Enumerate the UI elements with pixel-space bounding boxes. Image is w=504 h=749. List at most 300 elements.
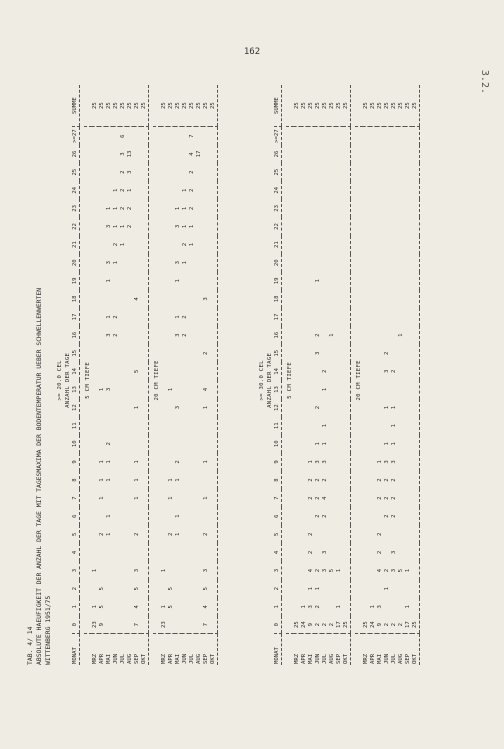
value-cell: [127, 362, 134, 380]
value-cell: [120, 580, 127, 598]
value-cell: 2: [391, 514, 397, 518]
value-cell: 1: [175, 514, 181, 518]
month-cell: MRZ: [294, 634, 301, 665]
value-cell: 2: [308, 550, 314, 555]
value-cell: [92, 399, 99, 417]
value-cell: [294, 163, 301, 181]
value-cell: [398, 435, 405, 453]
value-cell: [336, 181, 343, 199]
value-cell: 3: [322, 568, 328, 573]
value-cell: [377, 344, 384, 362]
value-cell: [92, 543, 99, 561]
value-cell: [405, 217, 412, 235]
value-cell: [405, 290, 412, 308]
column-header: 7: [72, 496, 78, 500]
anzahl-label: ANZAHL DER TAGE: [266, 352, 273, 408]
value-cell: [127, 344, 134, 362]
value-cell: [377, 127, 384, 145]
value-cell: [412, 580, 420, 598]
value-cell: 1: [315, 279, 321, 283]
value-cell: [412, 562, 420, 580]
value-cell: [210, 199, 218, 217]
value-cell: [301, 163, 308, 181]
value-cell: [210, 254, 218, 272]
value-cell: [182, 580, 189, 598]
value-cell: 1: [113, 188, 119, 192]
table-panel: [258, 85, 424, 665]
value-cell: [412, 489, 420, 507]
sum-cell: 25: [175, 85, 182, 127]
value-cell: [196, 380, 203, 398]
column-header: 25: [274, 168, 280, 176]
value-cell: [343, 163, 351, 181]
value-cell: 25: [363, 621, 369, 629]
value-cell: [161, 254, 168, 272]
value-cell: [412, 417, 420, 435]
value-cell: [92, 471, 99, 489]
value-cell: [294, 254, 301, 272]
value-cell: 5: [99, 586, 105, 591]
value-cell: 1: [322, 387, 328, 392]
value-cell: [391, 380, 398, 398]
column-header: 9: [274, 460, 280, 464]
value-cell: 1: [182, 224, 188, 229]
value-cell: [336, 290, 343, 308]
value-cell: [336, 145, 343, 163]
value-cell: 2: [120, 206, 126, 211]
rotated-table-area: [26, 85, 478, 665]
value-cell: 4: [189, 152, 195, 156]
sum-cell: 25: [336, 85, 343, 127]
value-cell: [113, 362, 120, 380]
value-cell: [196, 290, 203, 308]
value-cell: [329, 344, 336, 362]
column-header: 4: [72, 550, 78, 555]
value-cell: [134, 163, 141, 181]
value-cell: [113, 290, 120, 308]
value-cell: [336, 254, 343, 272]
value-cell: [294, 525, 301, 543]
value-cell: [189, 598, 196, 616]
value-cell: [189, 308, 196, 326]
value-cell: [329, 308, 336, 326]
value-cell: [106, 181, 113, 199]
value-cell: [405, 163, 412, 181]
value-cell: [141, 127, 149, 145]
table-row: [196, 85, 203, 665]
value-cell: 1: [92, 605, 98, 609]
value-cell: [196, 598, 203, 616]
value-cell: [99, 543, 106, 561]
value-cell: [343, 362, 351, 380]
value-cell: [161, 453, 168, 471]
value-cell: [301, 435, 308, 453]
value-cell: [196, 453, 203, 471]
value-cell: [405, 417, 412, 435]
value-cell: [210, 380, 218, 398]
value-cell: [343, 181, 351, 199]
value-cell: 2: [384, 622, 390, 627]
value-cell: [106, 489, 113, 507]
column-header: 7: [274, 496, 280, 500]
value-cell: [329, 127, 336, 145]
value-cell: 1: [377, 460, 383, 464]
page-number: 162: [243, 47, 261, 57]
value-cell: [384, 254, 391, 272]
value-cell: [203, 543, 210, 561]
value-cell: [398, 272, 405, 290]
value-cell: [189, 471, 196, 489]
value-cell: [294, 362, 301, 380]
column-header: 1: [72, 605, 78, 609]
value-cell: [363, 525, 370, 543]
value-cell: [120, 290, 127, 308]
value-cell: [92, 308, 99, 326]
value-cell: [92, 580, 99, 598]
value-cell: 2: [377, 550, 383, 555]
value-cell: [175, 417, 182, 435]
value-cell: 24: [370, 621, 376, 629]
value-cell: [168, 507, 175, 525]
value-cell: [168, 562, 175, 580]
value-cell: [182, 362, 189, 380]
value-cell: [99, 417, 106, 435]
value-cell: [141, 163, 149, 181]
value-cell: [92, 217, 99, 235]
value-cell: [405, 471, 412, 489]
value-cell: [370, 217, 377, 235]
value-cell: [370, 344, 377, 362]
value-cell: 7: [203, 622, 209, 627]
value-cell: 1: [182, 188, 188, 192]
table-row: [315, 85, 322, 665]
column-header: MONAT: [274, 634, 282, 665]
value-cell: 2: [322, 514, 328, 518]
value-cell: 9: [308, 622, 314, 627]
value-cell: [336, 127, 343, 145]
value-cell: [377, 380, 384, 398]
value-cell: [175, 127, 182, 145]
value-cell: [405, 199, 412, 217]
value-cell: 2: [315, 568, 321, 573]
table-row: [405, 85, 412, 665]
value-cell: [141, 380, 149, 398]
value-cell: 1: [106, 478, 112, 482]
value-cell: [168, 362, 175, 380]
value-cell: [168, 181, 175, 199]
value-cell: [391, 580, 398, 598]
value-cell: [329, 598, 336, 616]
value-cell: [363, 127, 370, 145]
sum-cell: 25: [196, 85, 203, 127]
value-cell: 3: [106, 261, 112, 265]
value-cell: [370, 580, 377, 598]
value-cell: [329, 525, 336, 543]
value-cell: [120, 254, 127, 272]
value-cell: [301, 489, 308, 507]
value-cell: [182, 399, 189, 417]
value-cell: [384, 236, 391, 254]
value-cell: 2: [384, 568, 390, 573]
value-cell: [168, 543, 175, 561]
value-cell: [210, 181, 218, 199]
value-cell: [127, 380, 134, 398]
value-cell: [120, 471, 127, 489]
value-cell: [113, 616, 120, 634]
value-cell: [308, 236, 315, 254]
value-cell: [301, 308, 308, 326]
value-cell: [203, 435, 210, 453]
value-cell: 3: [377, 605, 383, 609]
value-cell: [210, 417, 218, 435]
value-cell: 1: [322, 424, 328, 428]
value-cell: 2: [113, 315, 119, 319]
column-header: 12: [72, 404, 78, 411]
table-row: [329, 85, 336, 665]
value-cell: [168, 236, 175, 254]
value-cell: [168, 399, 175, 417]
value-cell: [391, 145, 398, 163]
column-header: 21: [72, 241, 78, 248]
column-header: 0: [72, 622, 78, 627]
value-cell: 2: [384, 351, 390, 355]
value-cell: [315, 127, 322, 145]
value-cell: [120, 489, 127, 507]
value-cell: [196, 199, 203, 217]
value-cell: [106, 598, 113, 616]
value-cell: [308, 272, 315, 290]
anzahl-label: ANZAHL DER TAGE: [64, 352, 71, 408]
value-cell: [398, 362, 405, 380]
value-cell: [412, 127, 420, 145]
value-cell: [301, 254, 308, 272]
value-cell: [92, 417, 99, 435]
value-cell: [363, 308, 370, 326]
value-cell: [412, 435, 420, 453]
value-cell: [113, 380, 120, 398]
value-cell: [161, 471, 168, 489]
value-cell: 5: [134, 586, 140, 591]
value-cell: [294, 344, 301, 362]
value-cell: [189, 362, 196, 380]
value-cell: 2: [175, 460, 181, 464]
value-cell: [189, 507, 196, 525]
value-cell: [391, 181, 398, 199]
value-cell: [308, 435, 315, 453]
value-cell: [301, 380, 308, 398]
value-cell: [363, 453, 370, 471]
sum-cell: 25: [391, 85, 398, 127]
value-cell: [210, 127, 218, 145]
sum-cell: 25: [363, 85, 370, 127]
threshold-label: >= 30.0 CEL: [258, 360, 265, 401]
value-cell: [182, 471, 189, 489]
value-cell: [308, 380, 315, 398]
column-header: 26: [274, 150, 280, 158]
value-cell: [412, 236, 420, 254]
value-cell: [398, 145, 405, 163]
value-cell: [343, 217, 351, 235]
column-header: SUMME: [72, 85, 80, 127]
value-cell: [120, 543, 127, 561]
value-cell: [134, 181, 141, 199]
month-cell: MRZ: [363, 634, 370, 665]
value-cell: [210, 435, 218, 453]
column-header: 24: [72, 186, 78, 194]
value-cell: [363, 399, 370, 417]
value-cell: [370, 163, 377, 181]
column-header: 10: [274, 440, 280, 448]
value-cell: [301, 326, 308, 344]
value-cell: [294, 145, 301, 163]
value-cell: [189, 417, 196, 435]
column-header: 14: [72, 367, 78, 375]
value-cell: 2: [203, 351, 209, 355]
value-cell: [294, 217, 301, 235]
value-cell: [106, 580, 113, 598]
value-cell: [370, 145, 377, 163]
value-cell: [398, 163, 405, 181]
value-cell: [308, 290, 315, 308]
value-cell: [343, 308, 351, 326]
value-cell: [343, 272, 351, 290]
value-cell: [329, 217, 336, 235]
value-cell: [322, 163, 329, 181]
sum-cell: 25: [120, 85, 127, 127]
value-cell: 2: [315, 622, 321, 627]
column-header: 8: [72, 478, 78, 482]
value-cell: [134, 217, 141, 235]
value-cell: [308, 507, 315, 525]
value-cell: [168, 272, 175, 290]
value-cell: 1: [182, 261, 188, 265]
depth-label: 20 CM TIEFE: [153, 360, 160, 401]
month-cell: MAI: [308, 634, 315, 665]
value-cell: [405, 254, 412, 272]
value-cell: [329, 380, 336, 398]
value-cell: [161, 181, 168, 199]
value-cell: [322, 199, 329, 217]
value-cell: [127, 326, 134, 344]
value-cell: 2: [315, 514, 321, 518]
value-cell: [398, 471, 405, 489]
value-cell: [113, 489, 120, 507]
value-cell: [113, 127, 120, 145]
value-cell: [127, 580, 134, 598]
value-cell: [161, 362, 168, 380]
value-cell: [189, 254, 196, 272]
value-cell: 2: [308, 532, 314, 537]
value-cell: [322, 326, 329, 344]
value-cell: [301, 236, 308, 254]
value-cell: [189, 290, 196, 308]
value-cell: [141, 308, 149, 326]
value-cell: [384, 543, 391, 561]
value-cell: [120, 598, 127, 616]
value-cell: [127, 598, 134, 616]
value-cell: [412, 272, 420, 290]
table-row: [336, 85, 343, 665]
value-cell: [175, 145, 182, 163]
value-cell: 3: [203, 568, 209, 573]
value-cell: [370, 326, 377, 344]
value-cell: [175, 181, 182, 199]
value-cell: [92, 254, 99, 272]
value-cell: 1: [134, 460, 140, 464]
value-cell: [301, 453, 308, 471]
value-cell: [322, 272, 329, 290]
value-cell: 1: [398, 333, 404, 337]
value-cell: 7: [134, 622, 140, 627]
value-cell: [363, 290, 370, 308]
value-cell: 2: [189, 206, 195, 211]
sum-cell: 25: [168, 85, 175, 127]
value-cell: 1: [336, 605, 342, 609]
value-cell: [370, 290, 377, 308]
value-cell: 1: [106, 514, 112, 518]
value-cell: [203, 254, 210, 272]
value-cell: [92, 127, 99, 145]
value-cell: 1: [175, 279, 181, 283]
column-header: 19: [274, 277, 280, 285]
value-cell: [370, 507, 377, 525]
column-header: 22: [274, 223, 280, 230]
value-cell: 3: [384, 369, 390, 374]
value-cell: [343, 525, 351, 543]
value-cell: [141, 272, 149, 290]
value-cell: 2: [315, 605, 321, 609]
value-cell: [384, 417, 391, 435]
value-cell: [189, 453, 196, 471]
value-cell: [99, 199, 106, 217]
value-cell: 3: [120, 152, 126, 156]
value-cell: [336, 163, 343, 181]
value-cell: [161, 543, 168, 561]
column-header: 24: [274, 186, 280, 194]
value-cell: [161, 236, 168, 254]
column-header: 16: [274, 331, 280, 339]
value-cell: [336, 362, 343, 380]
value-cell: 5: [134, 369, 140, 374]
value-cell: 1: [189, 224, 195, 229]
value-cell: [336, 399, 343, 417]
value-cell: [189, 562, 196, 580]
month-cell: MAI: [377, 634, 384, 665]
value-cell: [175, 236, 182, 254]
value-cell: [315, 308, 322, 326]
value-cell: [294, 543, 301, 561]
value-cell: [343, 326, 351, 344]
value-cell: [92, 199, 99, 217]
value-cell: [168, 145, 175, 163]
value-cell: 2: [127, 206, 133, 211]
value-cell: [363, 145, 370, 163]
value-cell: [113, 417, 120, 435]
value-cell: [120, 435, 127, 453]
value-cell: [405, 272, 412, 290]
value-cell: [398, 181, 405, 199]
value-cell: [182, 290, 189, 308]
value-cell: [182, 543, 189, 561]
value-cell: [99, 326, 106, 344]
value-cell: [127, 471, 134, 489]
value-cell: [391, 199, 398, 217]
value-cell: [106, 562, 113, 580]
value-cell: [196, 525, 203, 543]
value-cell: 1: [120, 224, 126, 229]
value-cell: [106, 127, 113, 145]
value-cell: [336, 236, 343, 254]
